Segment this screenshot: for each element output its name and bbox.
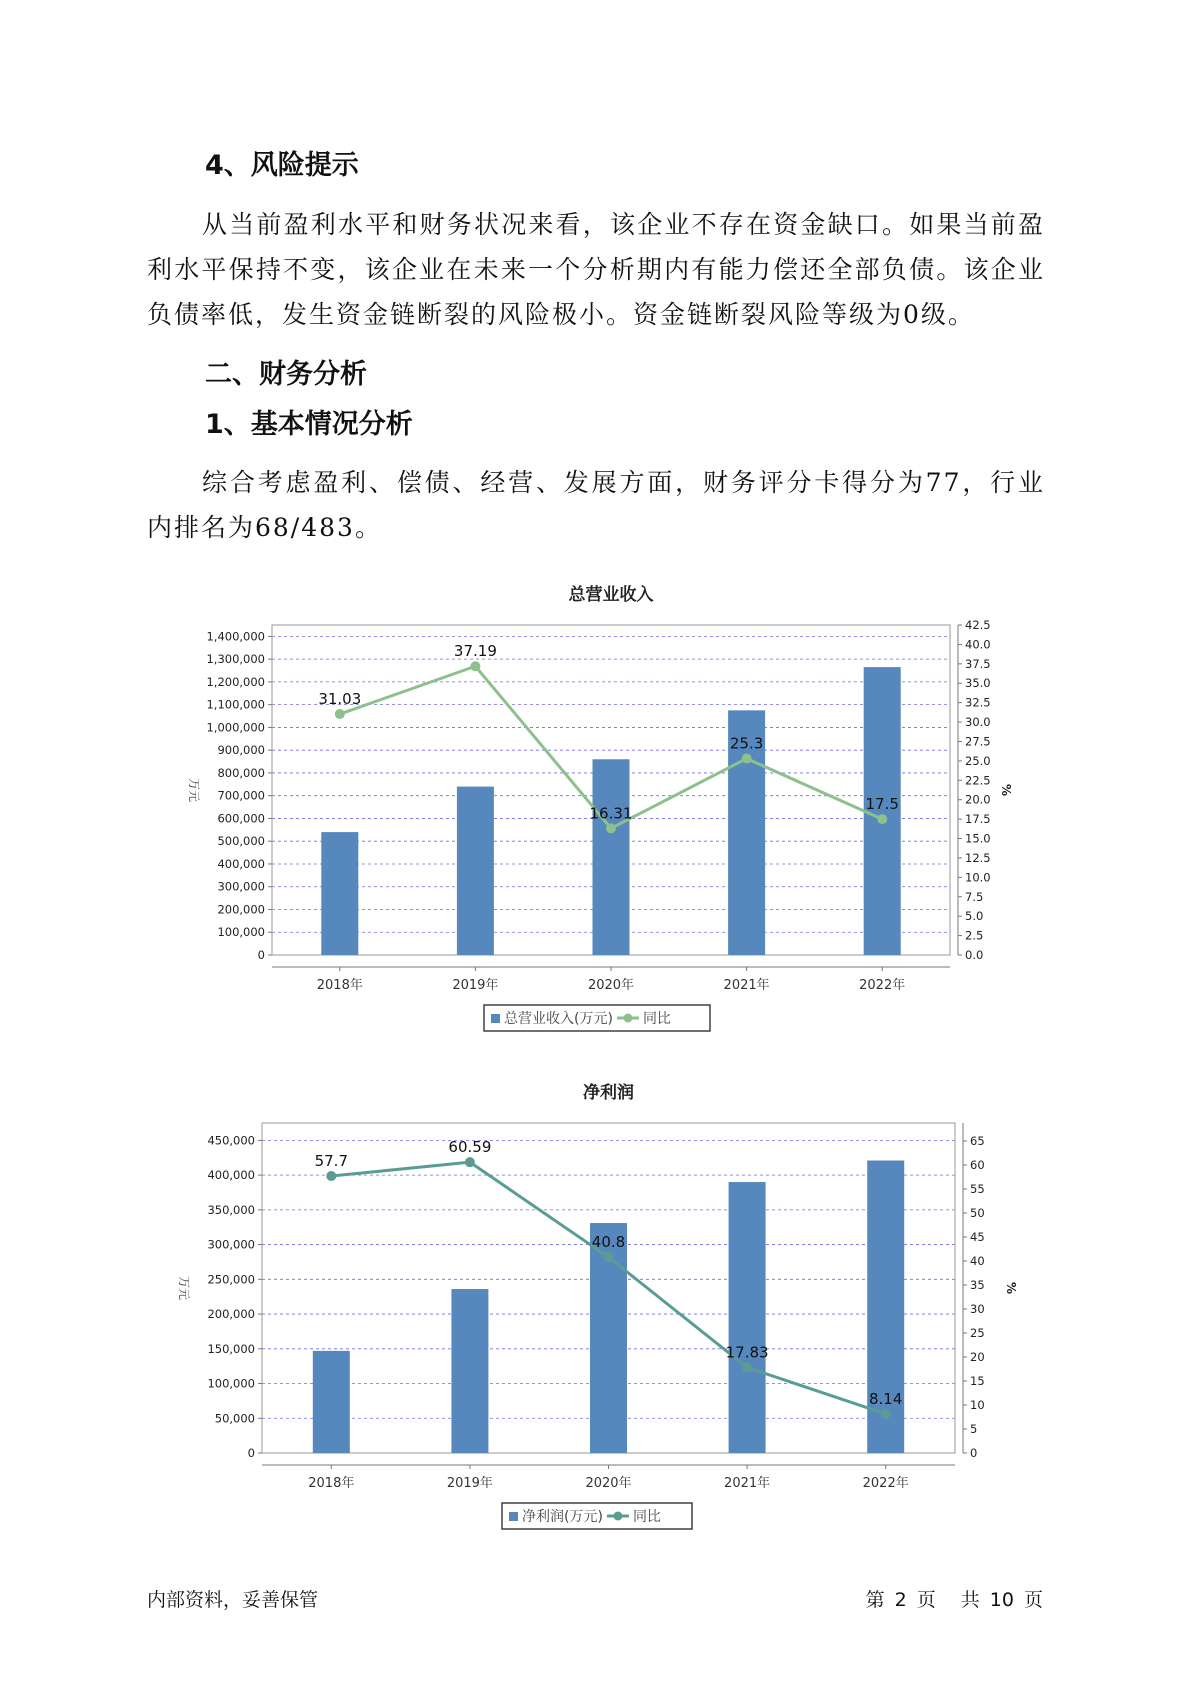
legend-line-label: 同比 bbox=[632, 1509, 661, 1525]
y-tick-label: 400,000 bbox=[207, 1168, 255, 1183]
y-tick-label: 100,000 bbox=[207, 1376, 255, 1391]
yoy-point-2021年 bbox=[742, 1362, 752, 1372]
y2-tick-label: 50 bbox=[970, 1206, 985, 1220]
legend-bar-swatch bbox=[491, 1014, 500, 1023]
y-tick-label: 0 bbox=[247, 1446, 255, 1460]
y2-tick-label: 12.5 bbox=[965, 850, 991, 865]
y2-tick-label: 35 bbox=[970, 1278, 985, 1292]
revenue-chart-svg bbox=[0, 570, 1191, 1040]
y2-tick-label: 37.5 bbox=[965, 656, 991, 671]
legend-bar-label: 总营业收入(万元) bbox=[504, 1011, 613, 1027]
x-tick-label: 2022年 bbox=[862, 1476, 909, 1491]
yoy-data-label: 16.31 bbox=[589, 804, 633, 823]
yoy-point-2020年 bbox=[606, 823, 616, 833]
footer-confidential: 内部资料，妥善保管 bbox=[147, 1589, 319, 1611]
yoy-point-2018年 bbox=[326, 1171, 336, 1181]
yoy-data-label: 25.3 bbox=[729, 734, 764, 753]
x-tick-label: 2019年 bbox=[452, 978, 499, 993]
x-tick-label: 2018年 bbox=[316, 978, 363, 993]
chart-title: 总营业收入 bbox=[568, 585, 654, 605]
y-tick-label: 100,000 bbox=[217, 925, 265, 940]
basic-heading: 1、基本情况分析 bbox=[205, 409, 413, 440]
x-tick-label: 2021年 bbox=[723, 978, 770, 993]
yoy-data-label: 17.83 bbox=[725, 1343, 769, 1362]
yoy-data-label: 60.59 bbox=[448, 1138, 492, 1157]
bar-2020年 bbox=[593, 759, 630, 955]
yoy-data-label: 37.19 bbox=[453, 642, 497, 661]
y-tick-label: 250,000 bbox=[207, 1272, 255, 1287]
yoy-point-2022年 bbox=[881, 1409, 891, 1419]
x-tick-label: 2022年 bbox=[859, 978, 906, 993]
yoy-data-label: 8.14 bbox=[868, 1389, 903, 1408]
yoy-data-label: 31.03 bbox=[318, 690, 362, 709]
x-tick-label: 2019年 bbox=[446, 1476, 493, 1491]
y-tick-label: 1,300,000 bbox=[206, 652, 265, 667]
y2-tick-label: 30 bbox=[970, 1302, 985, 1316]
y-tick-label: 1,100,000 bbox=[206, 697, 265, 712]
y2-axis-title: % bbox=[1004, 1281, 1018, 1295]
y-tick-label: 150,000 bbox=[207, 1341, 255, 1356]
y2-tick-label: 25 bbox=[970, 1326, 985, 1340]
yoy-point-2018年 bbox=[335, 709, 345, 719]
net-profit-chart bbox=[0, 1068, 1191, 1542]
y2-tick-label: 0 bbox=[970, 1446, 978, 1460]
page-prefix: 第 bbox=[865, 1589, 885, 1611]
total-prefix: 共 bbox=[960, 1589, 980, 1611]
legend-line-marker bbox=[623, 1014, 632, 1023]
x-tick-label: 2021年 bbox=[724, 1476, 771, 1491]
y-tick-label: 1,200,000 bbox=[206, 674, 265, 689]
y-tick-label: 300,000 bbox=[217, 879, 265, 894]
y2-tick-label: 5.0 bbox=[965, 909, 984, 924]
revenue-chart bbox=[0, 570, 1191, 1044]
footer-page-info bbox=[861, 1585, 1048, 1612]
finance-heading: 二、财务分析 bbox=[205, 359, 367, 390]
legend-line-marker bbox=[613, 1512, 622, 1521]
x-tick-label: 2018年 bbox=[308, 1476, 355, 1491]
y2-tick-label: 15 bbox=[970, 1374, 985, 1388]
y2-tick-label: 10.0 bbox=[965, 870, 991, 885]
bar-2019年 bbox=[451, 1289, 488, 1453]
y2-tick-label: 2.5 bbox=[965, 928, 984, 943]
y2-tick-label: 22.5 bbox=[965, 773, 991, 788]
y-axis-title: 万元 bbox=[187, 777, 201, 803]
legend-bar-label: 净利润(万元) bbox=[522, 1509, 603, 1525]
y2-tick-label: 35.0 bbox=[965, 676, 991, 691]
yoy-data-label: 17.5 bbox=[865, 795, 899, 814]
y-tick-label: 800,000 bbox=[217, 765, 265, 780]
yoy-point-2019年 bbox=[470, 661, 480, 671]
y2-tick-label: 20.0 bbox=[965, 792, 991, 807]
y-tick-label: 200,000 bbox=[207, 1307, 255, 1322]
yoy-point-2019年 bbox=[465, 1157, 475, 1167]
x-tick-label: 2020年 bbox=[587, 978, 635, 993]
y-tick-label: 500,000 bbox=[217, 834, 265, 849]
risk-heading: 4、风险提示 bbox=[205, 150, 359, 181]
y2-tick-label: 40 bbox=[970, 1254, 985, 1268]
y2-tick-label: 17.5 bbox=[965, 812, 991, 827]
y-tick-label: 0 bbox=[257, 948, 265, 962]
y-tick-label: 700,000 bbox=[217, 788, 265, 803]
y2-tick-label: 40.0 bbox=[965, 637, 991, 652]
y2-tick-label: 27.5 bbox=[965, 734, 991, 749]
yoy-point-2022年 bbox=[877, 814, 887, 824]
y-tick-label: 1,000,000 bbox=[206, 720, 265, 735]
bar-2019年 bbox=[457, 787, 494, 955]
y2-tick-label: 30.0 bbox=[965, 715, 991, 730]
y2-axis-title: % bbox=[999, 783, 1013, 797]
y2-tick-label: 65 bbox=[970, 1134, 985, 1148]
y2-tick-label: 32.5 bbox=[965, 695, 991, 710]
yoy-data-label: 40.8 bbox=[591, 1233, 626, 1252]
chart-title: 净利润 bbox=[583, 1083, 634, 1103]
y2-tick-label: 20 bbox=[970, 1350, 985, 1364]
y-tick-label: 900,000 bbox=[217, 743, 265, 758]
legend-line-label: 同比 bbox=[642, 1011, 671, 1027]
y2-tick-label: 60 bbox=[970, 1158, 985, 1172]
y-tick-label: 50,000 bbox=[214, 1411, 255, 1426]
y-tick-label: 400,000 bbox=[217, 856, 265, 871]
yoy-point-2021年 bbox=[742, 754, 752, 764]
y-tick-label: 600,000 bbox=[217, 811, 265, 826]
basic-paragraph: 综合考虑盈利、偿债、经营、发展方面，财务评分卡得分为77，行业内排名为68/483。 bbox=[147, 468, 1045, 542]
bar-2021年 bbox=[729, 1182, 766, 1453]
y2-tick-label: 25.0 bbox=[965, 753, 991, 768]
y2-tick-label: 5 bbox=[970, 1422, 978, 1436]
y2-tick-label: 0.0 bbox=[965, 948, 984, 962]
bar-2018年 bbox=[313, 1351, 350, 1453]
net-profit-chart-svg bbox=[0, 1068, 1191, 1538]
bar-2018年 bbox=[321, 832, 358, 955]
total-word: 页 bbox=[1023, 1589, 1043, 1611]
risk-paragraph: 从当前盈利水平和财务状况来看，该企业不存在资金缺口。如果当前盈利水平保持不变，该企业在未来一个分析期内有能力偿还全部负债。该企业负债率低，发生资金链断裂的风险极小。资金链断裂风险等级为0级。 bbox=[147, 210, 1045, 329]
y2-tick-label: 42.5 bbox=[965, 618, 991, 632]
yoy-data-label: 57.7 bbox=[314, 1152, 349, 1171]
y-tick-label: 200,000 bbox=[217, 902, 265, 917]
y2-tick-label: 15.0 bbox=[965, 831, 991, 846]
total-pages: 10 bbox=[989, 1589, 1014, 1611]
page-word: 页 bbox=[916, 1589, 936, 1611]
y2-tick-label: 10 bbox=[970, 1398, 985, 1412]
x-tick-label: 2020年 bbox=[585, 1476, 632, 1491]
legend-bar-swatch bbox=[509, 1512, 518, 1521]
y-axis-title: 万元 bbox=[177, 1275, 191, 1301]
yoy-point-2020年 bbox=[604, 1252, 614, 1262]
y-tick-label: 450,000 bbox=[207, 1133, 255, 1148]
y2-tick-label: 45 bbox=[970, 1230, 985, 1244]
y-tick-label: 1,400,000 bbox=[206, 629, 265, 644]
y-tick-label: 300,000 bbox=[207, 1237, 255, 1252]
y2-tick-label: 7.5 bbox=[965, 889, 984, 904]
y2-tick-label: 55 bbox=[970, 1182, 985, 1196]
page-number: 2 bbox=[894, 1589, 907, 1611]
y-tick-label: 350,000 bbox=[207, 1202, 255, 1217]
